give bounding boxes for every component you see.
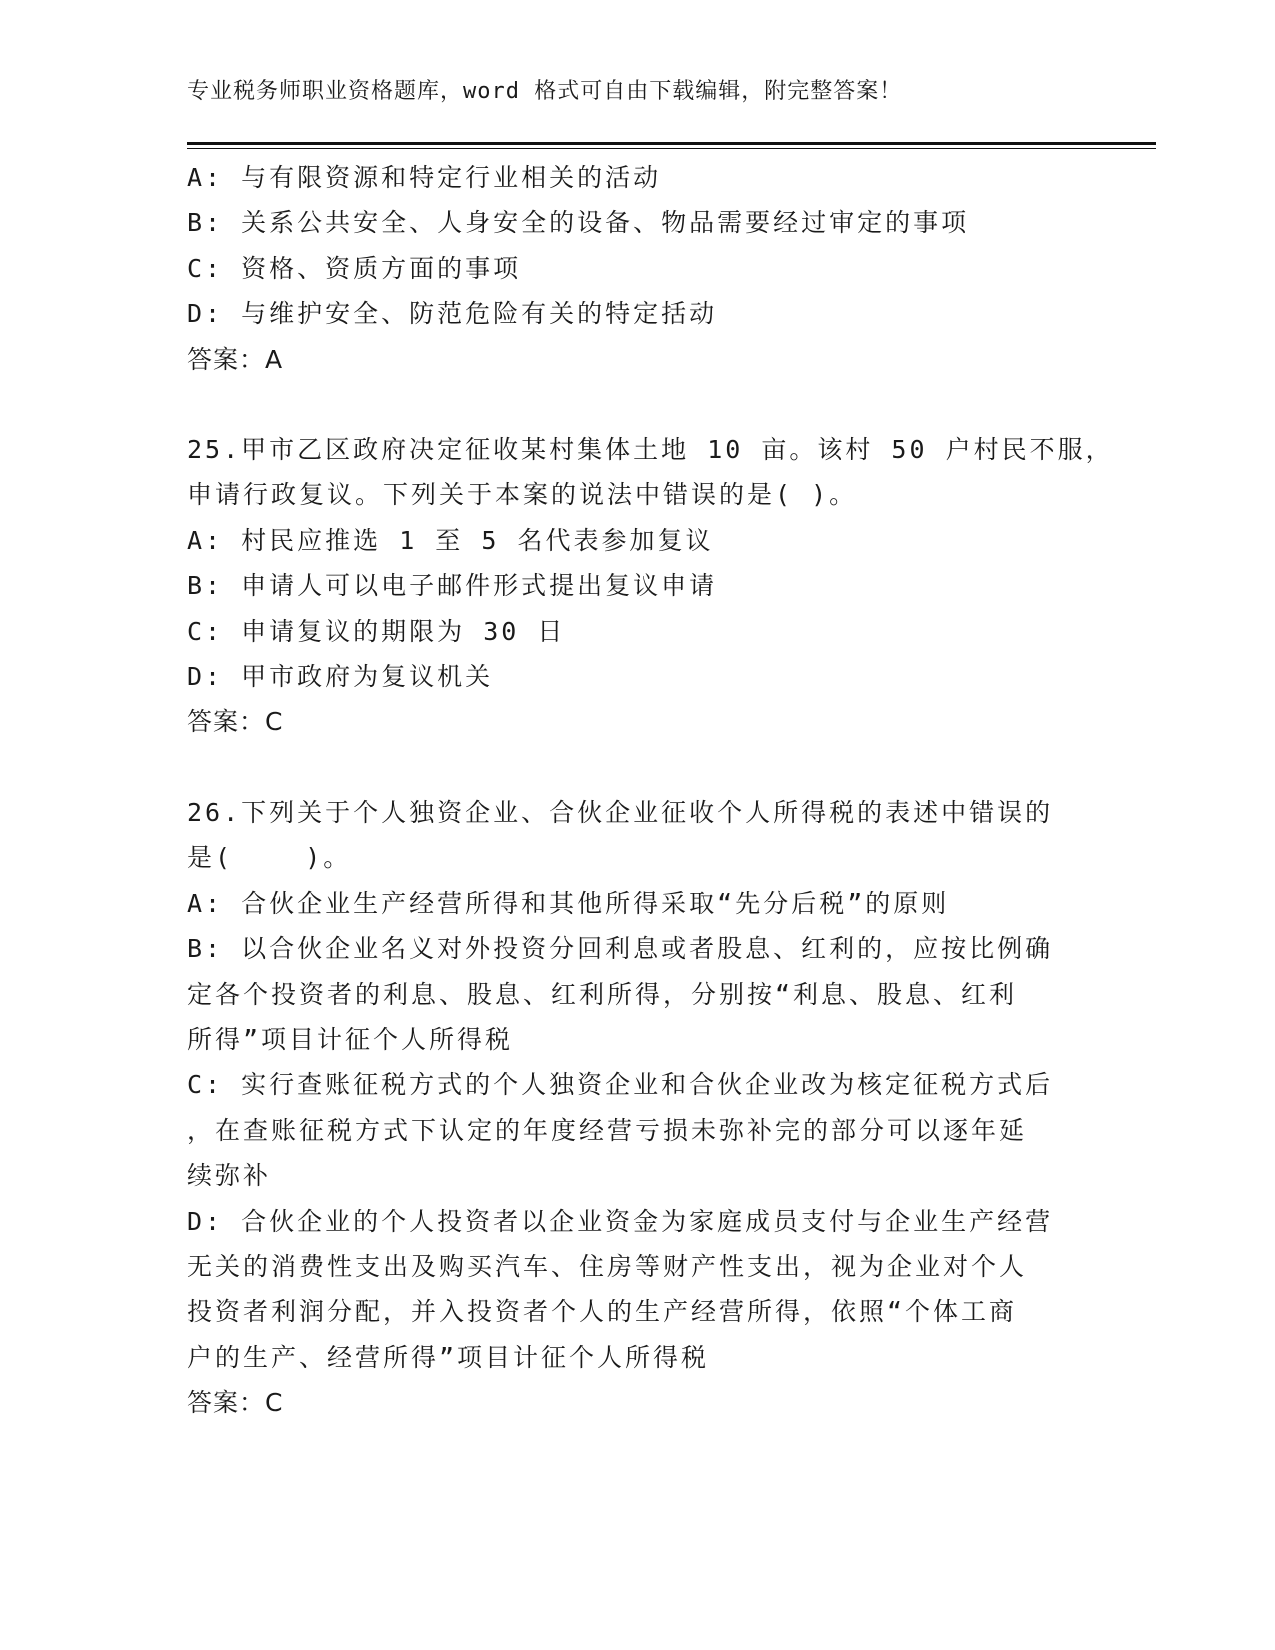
option-d: 无关的消费性支出及购买汽车、住房等财产性支出，视为企业对个人 <box>187 1251 1028 1281</box>
answer: 答案：A <box>187 344 284 374</box>
page-header: 专业税务师职业资格题库，word 格式可自由下载编辑，附完整答案！ <box>187 79 903 104</box>
question-25 <box>187 427 1114 745</box>
answer: 答案：C <box>187 707 284 737</box>
option-a: A: 合伙企业生产经营所得和其他所得采取“先分后税”的原则 <box>187 888 950 918</box>
question-stem-line: 26.下列关于个人独资企业、合伙企业征收个人所得税的表述中错误的 <box>187 797 1054 827</box>
option-b: B: 以合伙企业名义对外投资分回利息或者股息、红利的，应按比例确 <box>187 934 1054 964</box>
option-a: A: 村民应推选 1 至 5 名代表参加复议 <box>187 525 714 555</box>
document-body <box>187 155 1114 1426</box>
question-stem-line: 申请行政复议。下列关于本案的说法中错误的是( )。 <box>187 480 858 510</box>
option-c: C: 申请复议的期限为 30 日 <box>187 616 566 646</box>
option-b: 所得”项目计征个人所得税 <box>187 1024 514 1054</box>
option-b: 定各个投资者的利息、股息、红利所得，分别按“利息、股息、红利 <box>187 979 1018 1009</box>
option-d: 投资者利润分配，并入投资者个人的生产经营所得，依照“个体工商 <box>187 1297 1018 1327</box>
question-stem-line: 25.甲市乙区政府决定征收某村集体土地 10 亩。该村 50 户村民不服， <box>187 435 1114 465</box>
option-a: A: 与有限资源和特定行业相关的活动 <box>187 163 662 192</box>
question-stem-line: 是( )。 <box>187 843 352 873</box>
option-d: 户的生产、经营所得”项目计征个人所得税 <box>187 1342 710 1372</box>
option-c: C: 资格、资质方面的事项 <box>187 253 522 283</box>
option-c: C: 实行查账征税方式的个人独资企业和合伙企业改为核定征税方式后 <box>187 1070 1054 1100</box>
option-b: B: 申请人可以电子邮件形式提出复议申请 <box>187 571 718 601</box>
question-24 <box>187 155 1087 382</box>
option-c: 续弥补 <box>187 1161 272 1191</box>
option-d: D: 甲市政府为复议机关 <box>187 662 494 692</box>
header-rule-thin <box>187 148 1156 149</box>
option-d: D: 合伙企业的个人投资者以企业资金为家庭成员支付与企业生产经营 <box>187 1206 1054 1236</box>
header-rule-thick <box>187 142 1156 145</box>
option-b: B: 关系公共安全、人身安全的设备、物品需要经过审定的事项 <box>187 208 970 238</box>
option-d: D: 与维护安全、防范危险有关的特定括动 <box>187 299 718 329</box>
answer: 答案：C <box>187 1388 284 1418</box>
question-26 <box>187 790 1087 1426</box>
option-c: ，在查账征税方式下认定的年度经营亏损未弥补完的部分可以逐年延 <box>187 1115 1028 1145</box>
